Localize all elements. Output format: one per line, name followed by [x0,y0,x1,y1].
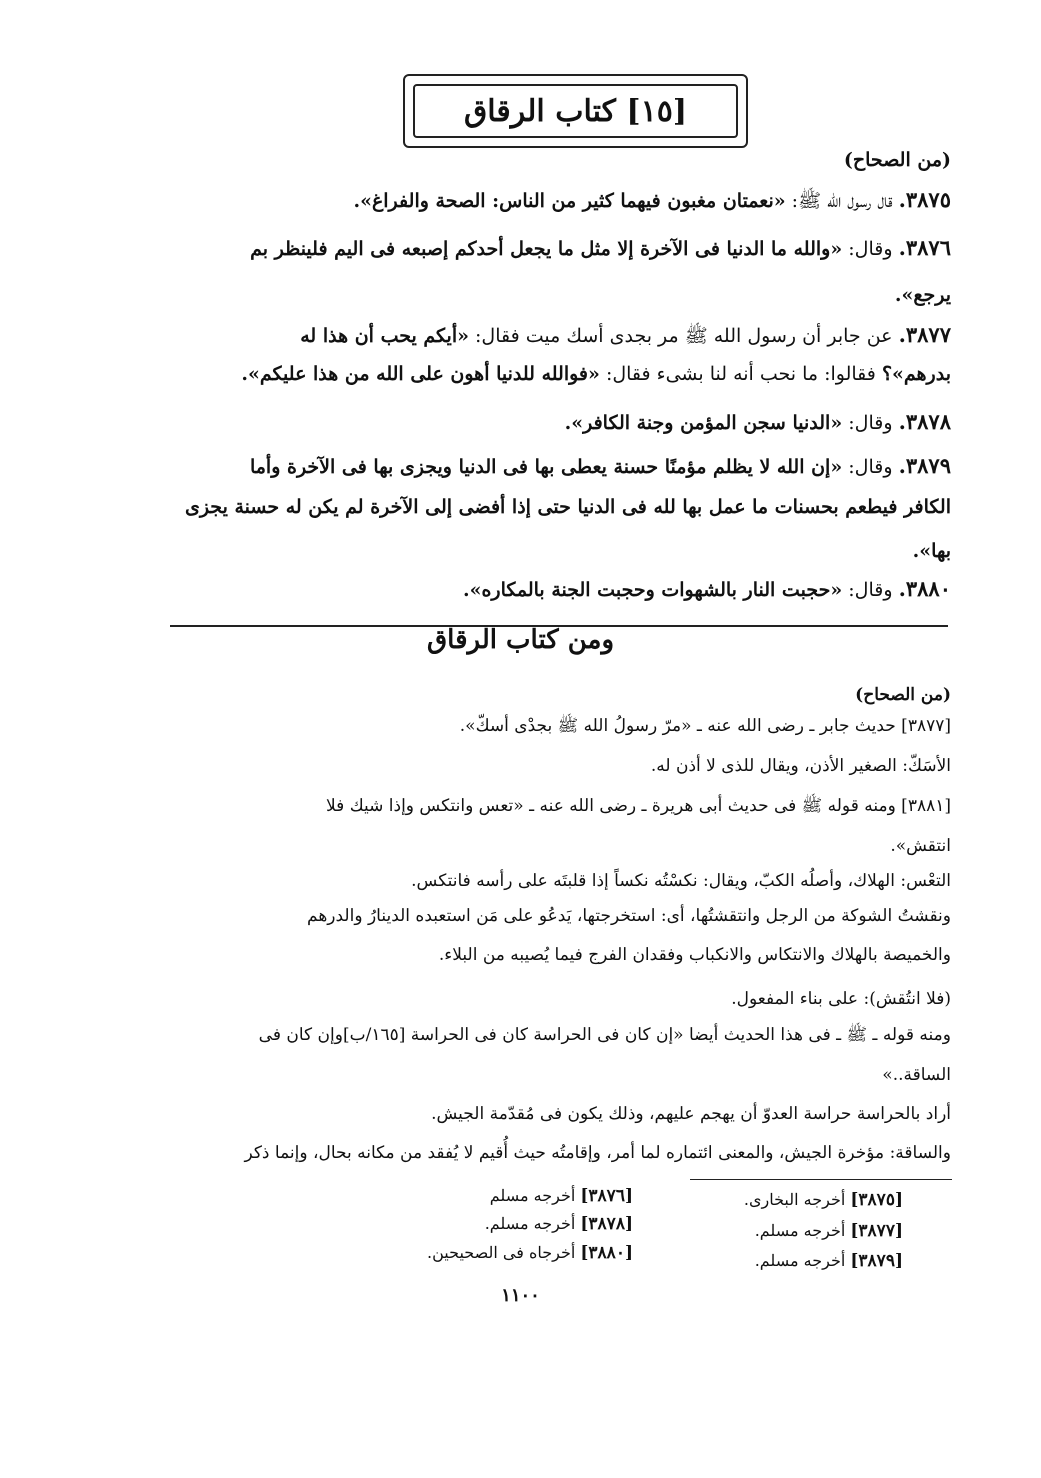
footnote-divider [690,1179,952,1180]
footnote-text: أخرجه البخارى. [743,1190,846,1209]
commentary-line: أراد بالحراسة حراسة العدوّ أن يهجم عليهم، وذلك يكون فى مُقدّمة الجيش. [431,1104,951,1124]
footnote [485,1212,633,1236]
footnote [427,1241,633,1265]
hadith-text: «والله ما الدنيا فى الآخرة إلا مثل ما يجعل أحدكم إصبعه فى اليم فلينظر بم [250,238,843,260]
footnote-text: أخرجه مسلم. [754,1251,846,1270]
commentary-line: ومنه قوله ـ ﷺ ـ فى هذا الحديث أيضا «إن كان فى الحراسة كان فى الحراسة [١٦٥/ب]وإن كان فى [258,1025,951,1045]
hadith-number: ٣٨٨٠. [898,576,951,601]
hadith-3878 [565,408,951,437]
footnote [755,1219,903,1243]
hadith-text: فقالوا: ما نحب أنه لنا بشىء فقال: [605,363,876,385]
section2-source-label: (من الصحاح) [855,685,951,705]
hadith-lead: وقال: [848,238,893,260]
hadith-text: «الدنيا سجن المؤمن وجنة الكافر». [564,412,843,434]
footnote [744,1188,903,1212]
hadith-lead: وقال: [848,456,893,478]
commentary-line: التعْس: الهلاك، وأصلُه الكبّ، ويقال: نكسْتُه نكساً إذا قلبتَه على رأسه فانتكس. [411,871,951,891]
commentary-line: (فلا انتُقش): على بناء المفعول. [731,989,951,1009]
hadith-text: «نعمتان مغبون فيهما كثير من الناس: الصحة والفراغ». [353,190,786,212]
hadith-3876 [250,234,951,263]
hadith-3879-cont2: بها». [912,540,951,562]
hadith-3879-cont: الكافر فيطعم بحسنات ما عمل بها لله فى الدنيا حتى إذا أفضى إلى الآخرة لم يكن له حسنة يجزى [184,496,951,518]
source-label: (من الصحاح) [843,149,951,171]
commentary-line: ونقشتُ الشوكة من الرجل وانتقشتُها، أى: استخرجتها، يَدعُو على مَن استعبده الدينارُ والدرهم [307,906,951,926]
commentary-line: الأسَكّ: الصغير الأذن، ويقال للذى لا أذن له. [650,756,951,776]
hadith-number: ٣٨٧٨. [898,409,951,434]
hadith-lead: وقال: [848,412,893,434]
hadith-text: بدرهم»؟ [881,363,951,385]
hadith-number: ٣٨٧٧. [898,322,951,347]
hadith-3877 [300,321,951,350]
hadith-3880 [463,575,951,604]
commentary-line: والخميصة بالهلاك والانتكاس والانكباب وفقدان الفرج فيما يُصيبه من البلاء. [438,945,951,965]
footnote-number: [٣٨٧٦] [580,1186,633,1206]
hadith-3877-cont [241,360,951,388]
hadith-number: ٣٨٧٦. [898,235,951,260]
hadith-3876-cont: يرجع». [894,284,951,306]
footnote-text: أخرجه مسلم [489,1186,576,1205]
hadith-lead: قال رسول الله ﷺ: [791,190,893,212]
footnote-number: [٣٨٧٩] [850,1251,903,1271]
footnote-text: أخرجاه فى الصحيحين. [427,1243,576,1262]
hadith-number: ٣٨٧٩. [898,453,951,478]
commentary-line: انتقش». [890,836,951,856]
commentary-line: الساقة..» [882,1065,951,1085]
chapter-title: [١٥] كتاب الرقاق [413,84,738,138]
footnote [755,1249,903,1273]
footnote-text: أخرجه مسلم. [484,1214,576,1233]
footnote-text: أخرجه مسلم. [754,1221,846,1240]
chapter-title-box [403,74,748,148]
hadith-number: ٣٨٧٥. [898,187,951,212]
commentary-line: [٣٨٧٧] حديث جابر ـ رضى الله عنه ـ «مرّ رسولُ الله ﷺ بجدْى أسكّ». [459,716,951,736]
hadith-3875 [353,186,951,215]
hadith-3879 [250,452,951,481]
footnote [490,1184,633,1208]
hadith-text: «حجبت النار بالشهوات وحجبت الجنة بالمكاره». [462,579,843,601]
footnote-number: [٣٨٧٨] [580,1214,633,1234]
footnote-number: [٣٨٧٧] [850,1221,903,1241]
hadith-lead: عن جابر أن رسول الله ﷺ مر بجدى أسك ميت فقال: [475,325,893,347]
hadith-text: «فوالله للدنيا أهون على الله من هذا عليكم». [241,363,600,385]
hadith-text: «إن الله لا يظلم مؤمنًا حسنة يعطى بها فى الدنيا ويجزى بها فى الآخرة وأما [249,456,843,478]
section-title: ومن كتاب الرقاق [426,625,614,655]
commentary-line: والساقة: مؤخرة الجيش، والمعنى ائتماره لما أمر، وإقامتُه حيث أُقيم لا يُفقد من مكانه بحال، وإنما ذكر [244,1143,951,1163]
page-number: ١١٠٠ [501,1285,540,1306]
commentary-line: [٣٨٨١] ومنه قوله ﷺ فى حديث أبى هريرة ـ رضى الله عنه ـ «تعس وانتكس وإذا شيك فلا [326,796,951,816]
hadith-lead: وقال: [848,579,893,601]
footnote-number: [٣٨٧٥] [850,1190,903,1210]
footnote-number: [٣٨٨٠] [580,1243,633,1263]
hadith-text: «أيكم يحب أن هذا له [300,325,469,347]
